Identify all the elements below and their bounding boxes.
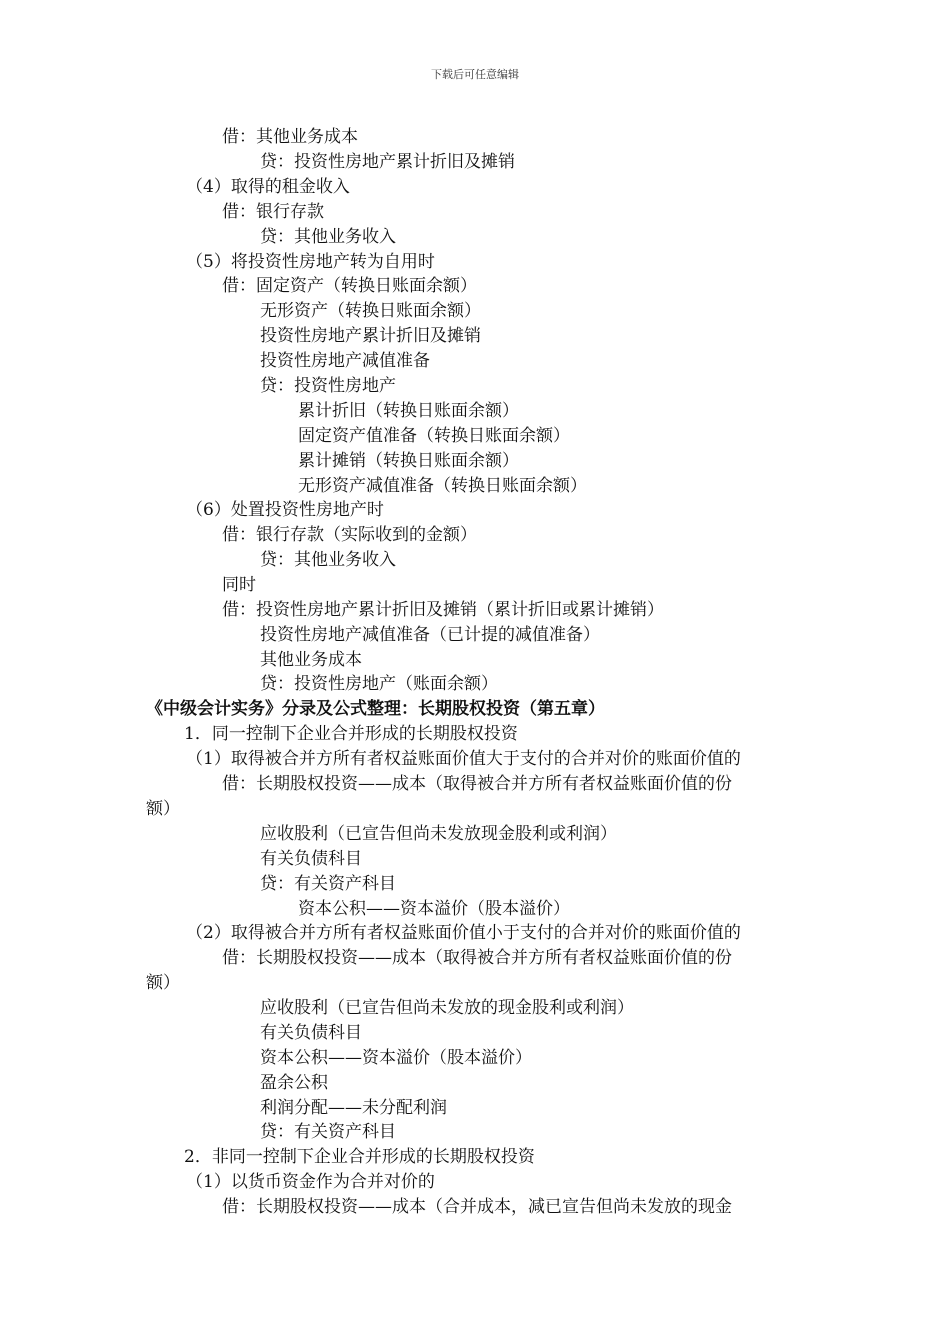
text-line: 有关负债科目 <box>260 1023 362 1043</box>
text-line: 投资性房地产减值准备（已计提的减值准备） <box>260 625 600 645</box>
text-line: 应收股利（已宣告但尚未发放现金股利或利润） <box>260 824 617 844</box>
text-line: 固定资产值准备（转换日账面余额） <box>298 426 570 446</box>
text-line: 贷：有关资产科目 <box>260 1122 396 1142</box>
text-line: 借：长期股权投资——成本（取得被合并方所有者权益账面价值的份 <box>222 774 732 794</box>
text-line: （6）处置投资性房地产时 <box>186 500 384 520</box>
text-line: 借：银行存款（实际收到的金额） <box>222 525 477 545</box>
text-line: 资本公积——资本溢价（股本溢价） <box>298 899 570 919</box>
text-line: （4）取得的租金收入 <box>186 177 350 197</box>
text-line: 无形资产（转换日账面余额） <box>260 301 481 321</box>
text-line: 借：固定资产（转换日账面余额） <box>222 276 477 296</box>
text-line: 贷：投资性房地产（账面余额） <box>260 674 498 694</box>
text-line: 借：长期股权投资——成本（取得被合并方所有者权益账面价值的份 <box>222 948 732 968</box>
text-line: 2．非同一控制下企业合并形成的长期股权投资 <box>184 1147 535 1167</box>
text-line: （1）以货币资金作为合并对价的 <box>186 1172 435 1192</box>
text-line: 借：银行存款 <box>222 202 324 222</box>
text-line: 贷：其他业务收入 <box>260 227 396 247</box>
text-line: 投资性房地产累计折旧及摊销 <box>260 326 481 346</box>
text-line: 借：长期股权投资——成本（合并成本，减已宣告但尚未发放的现金 <box>222 1197 732 1217</box>
text-line: （5）将投资性房地产转为自用时 <box>186 252 435 272</box>
text-line: 借：其他业务成本 <box>222 127 358 147</box>
text-line: （1）取得被合并方所有者权益账面价值大于支付的合并对价的账面价值的 <box>186 749 741 769</box>
text-line: 额） <box>146 799 180 819</box>
text-line: 额） <box>146 973 180 993</box>
text-line: 无形资产减值准备（转换日账面余额） <box>298 476 587 496</box>
page-header: 下载后可任意编辑 <box>431 68 519 81</box>
text-line: 1．同一控制下企业合并形成的长期股权投资 <box>184 724 518 744</box>
text-line: 应收股利（已宣告但尚未发放的现金股利或利润） <box>260 998 634 1018</box>
text-line: 贷：投资性房地产累计折旧及摊销 <box>260 152 515 172</box>
text-line: 累计摊销（转换日账面余额） <box>298 451 519 471</box>
text-line: 贷：有关资产科目 <box>260 874 396 894</box>
text-line: 累计折旧（转换日账面余额） <box>298 401 519 421</box>
text-line: 借：投资性房地产累计折旧及摊销（累计折旧或累计摊销） <box>222 600 664 620</box>
text-line: （2）取得被合并方所有者权益账面价值小于支付的合并对价的账面价值的 <box>186 923 741 943</box>
text-line: 投资性房地产减值准备 <box>260 351 430 371</box>
text-line: 有关负债科目 <box>260 849 362 869</box>
text-line: 利润分配——未分配利润 <box>260 1098 447 1118</box>
section-heading: 《中级会计实务》分录及公式整理：长期股权投资（第五章） <box>146 699 605 719</box>
text-line: 其他业务成本 <box>260 650 362 670</box>
text-line: 同时 <box>222 575 256 595</box>
text-line: 资本公积——资本溢价（股本溢价） <box>260 1048 532 1068</box>
text-line: 贷：投资性房地产 <box>260 376 396 396</box>
text-line: 贷：其他业务收入 <box>260 550 396 570</box>
text-line: 盈余公积 <box>260 1073 328 1093</box>
